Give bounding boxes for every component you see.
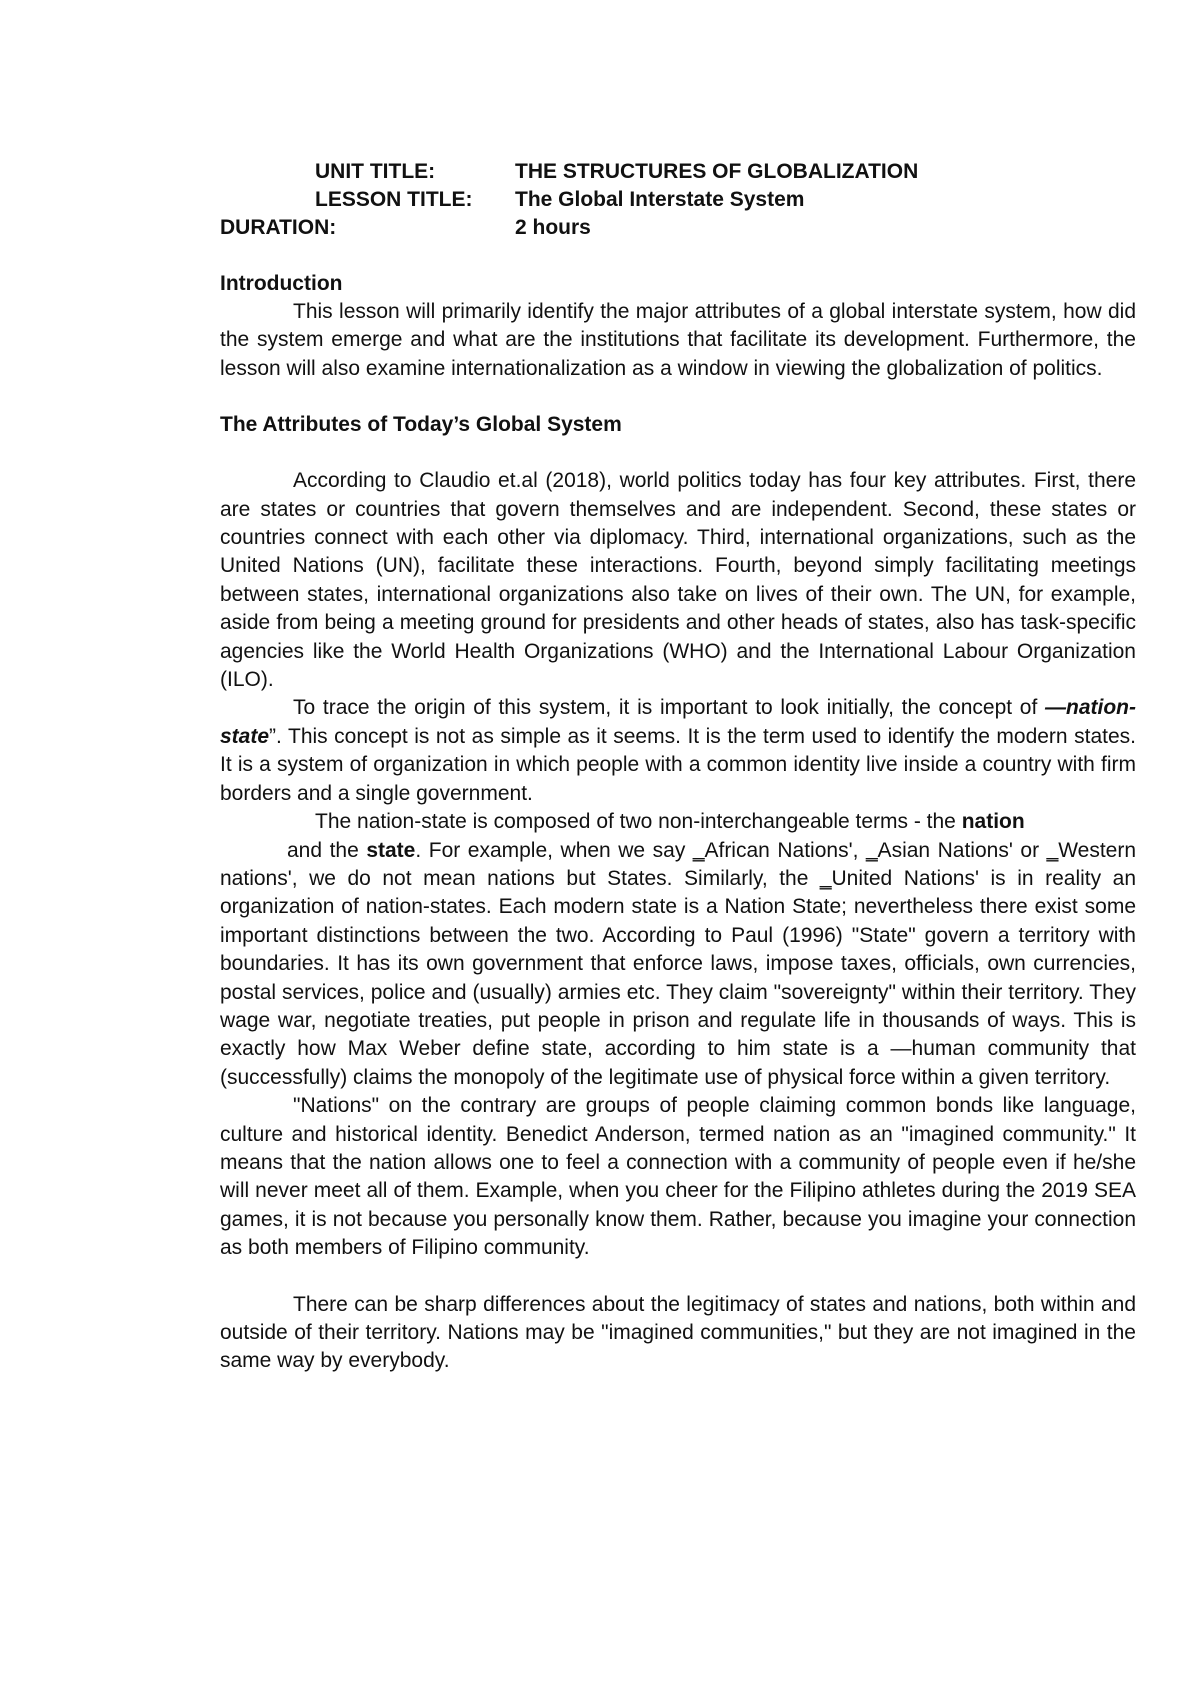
attributes-paragraph-1: According to Claudio et.al (2018), world politics today has four key attributes. First, there are states or countries that govern themselves and are independent. Second, these states or countries connect with each other via diplomacy. Third, international organizations, such as the United Nations (UN), facilitate these interactions. Fourth, beyond simply facilitating meetings between states, international organizations also take on lives of their own. The UN, for example, aside from being a meeting ground for presidents and other heads of states, also has task-specific agencies like the World Health Organizations (WHO) and the International Labour Organization (ILO). <box>220 469 1136 692</box>
p3-line1-text: The nation-state is composed of two non-interchangeable terms - the <box>315 810 962 834</box>
page-content <box>220 158 1136 1376</box>
nation-term: nation <box>961 810 1025 834</box>
p3-and-the-text: and the <box>287 838 367 862</box>
duration-label: DURATION: <box>220 216 337 239</box>
p3-rest-text: . For example, when we say ‗African Nations', ‗Asian Nations' or ‗Western nations', we do not mean nations but States. Similarly, the ‗United Nations' is in reality an organization of nation-states. Each modern state is a Nation State; nevertheless there exist some important distinctions between the two. According to Paul (1996) "State" govern a territory with boundaries. It has its own government that enforce laws, impose taxes, officials, own currencies, postal services, police and (usually) armies etc. They claim "sovereignty" within their territory. They wage war, negotiate treaties, put people in prison and regulate life in thousands of ways. This is exactly how Max Weber define state, according to him state is a ―human community that (successfully) claims the monopoly of the legitimate use of physical force within a given territory. <box>220 838 1137 1089</box>
lesson-title-value: The Global Interstate System <box>515 188 805 211</box>
unit-title-value: THE STRUCTURES OF GLOBALIZATION <box>515 160 919 183</box>
lesson-title-row <box>220 186 1136 214</box>
attributes-heading: The Attributes of Today’s Global System <box>220 413 622 437</box>
attributes-paragraph-4: "Nations" on the contrary are groups of people claiming common bonds like language, culture and historical identity. Benedict Anderson, termed nation as an "imagined community." It means that the nation allows one to feel a connection with a community of people even if he/she will never meet all of them. Example, when you cheer for the Filipino athletes during the 2019 SEA games, it is not because you personally know them. Rather, because you imagine your connection as both members of Filipino community. <box>220 1094 1136 1260</box>
p2-rest-text: ”. This concept is not as simple as it seems. It is the term used to identify the modern states. It is a system of organization in which people with a common identity live inside a country with firm borders and a single government. <box>220 724 1136 805</box>
lesson-title-label: LESSON TITLE: <box>315 188 473 211</box>
duration-row <box>220 214 1136 242</box>
p2-start-text: To trace the origin of this system, it is important to look initially, the concept of <box>293 696 1046 720</box>
attributes-paragraph-5: There can be sharp differences about the legitimacy of states and nations, both within and outside of their territory. Nations may be "imagined communities," but they are not imagined in the same way by everybody. <box>220 1292 1136 1373</box>
attributes-paragraph-2 <box>220 694 1136 808</box>
nation-state-term: ―nation-state <box>220 696 1136 748</box>
introduction-paragraph: This lesson will primarily identify the major attributes of a global interstate system, how did the system emerge and what are the institutions that facilitate its development. Furthermore, the lesson will also examine internationalization as a window in viewing the globalization of politics. <box>220 300 1136 380</box>
unit-title-row <box>220 158 1136 186</box>
duration-value: 2 hours <box>515 216 591 239</box>
unit-title-label: UNIT TITLE: <box>315 160 436 183</box>
state-term: state <box>366 838 416 862</box>
introduction-heading: Introduction <box>220 272 343 295</box>
attributes-paragraph-3 <box>220 808 1136 1092</box>
